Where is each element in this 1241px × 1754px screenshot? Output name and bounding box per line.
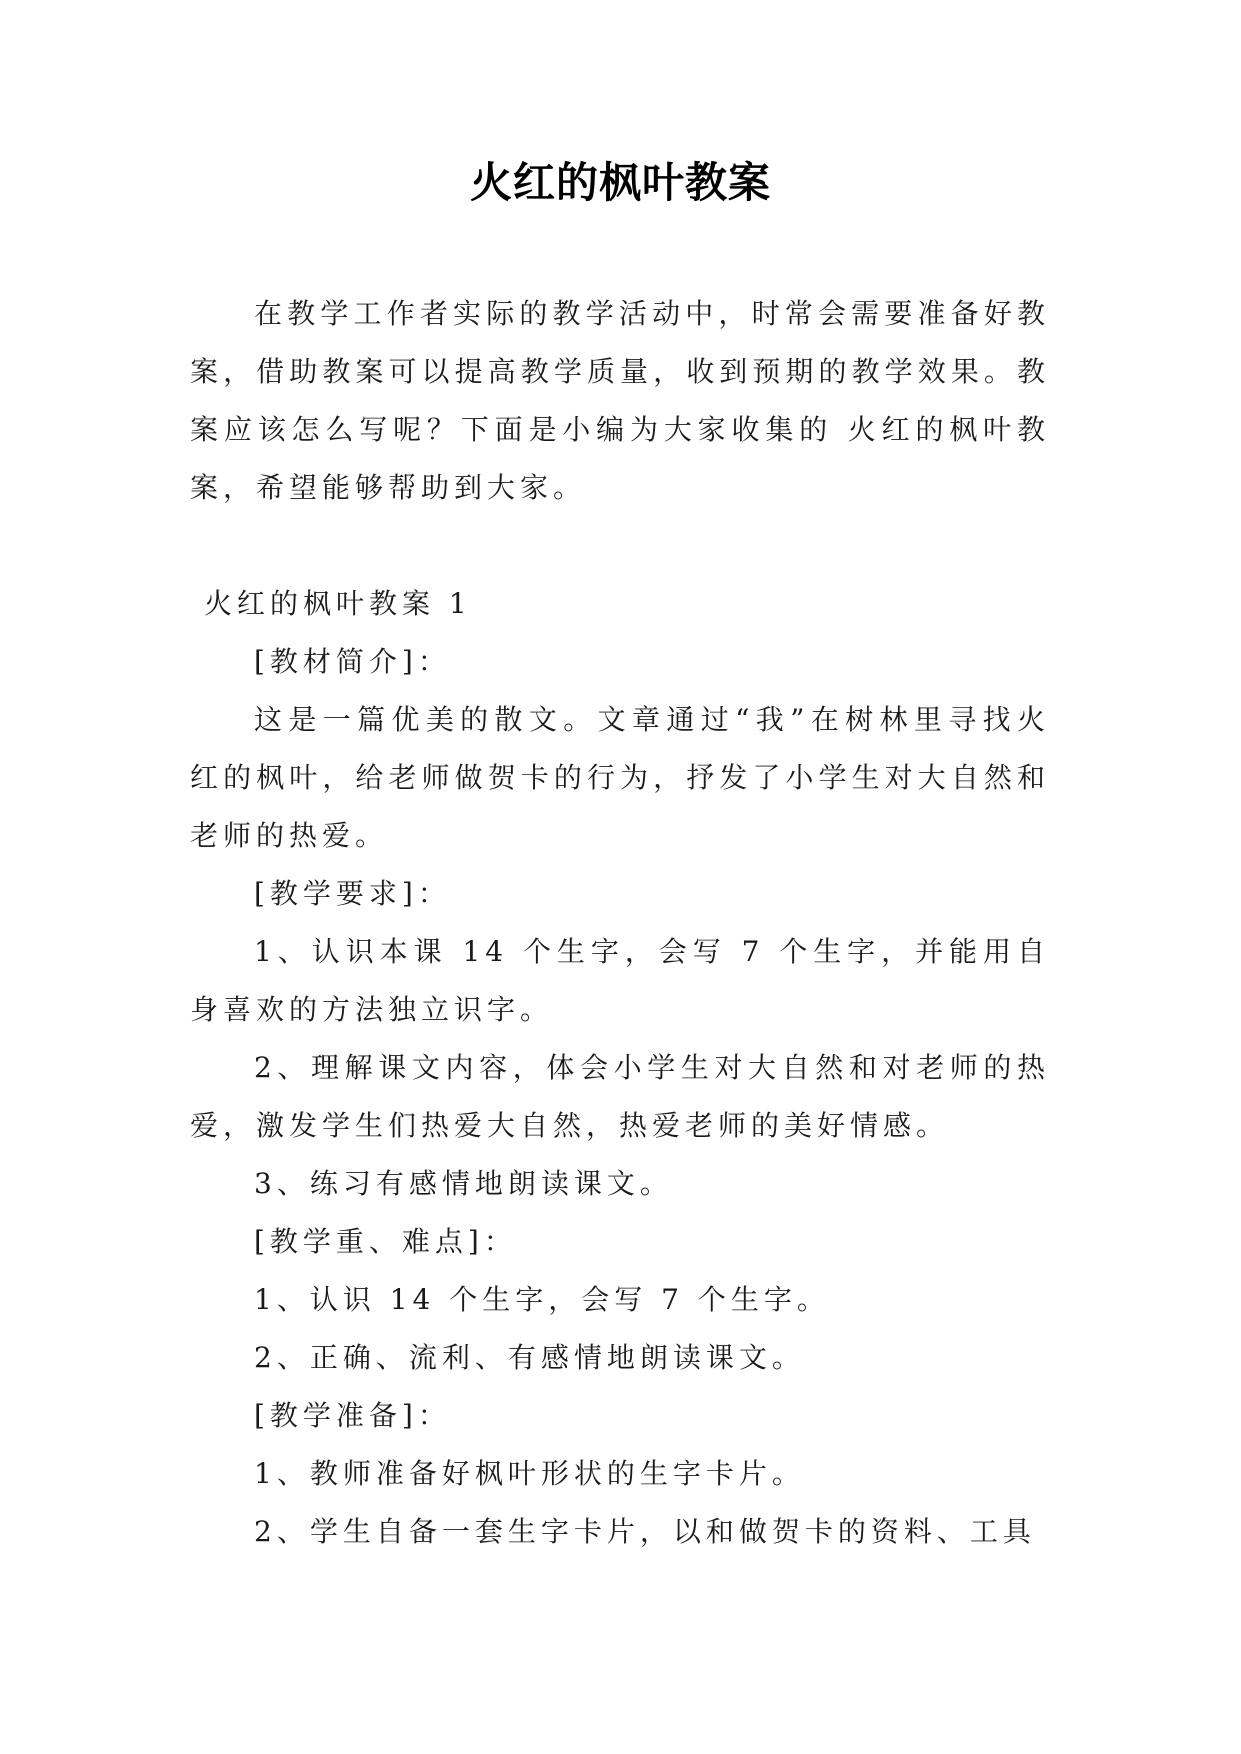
- keypoint-item: 2、正确、流利、有感情地朗读课文。: [254, 1341, 805, 1374]
- preparation-heading: [教学准备]：: [254, 1399, 451, 1432]
- section-title: 火红的枫叶教案 1: [204, 587, 472, 620]
- intro-paragraph: 在教学工作者实际的教学活动中，时常会需要准备好教案，借助教案可以提高教学质量，收到预期的教学效果。教案应该怎么写呢？下面是小编为大家收集的 火红的枫叶教案，希望能够帮助到大家。: [190, 297, 1050, 504]
- document-body: [190, 285, 1050, 1561]
- material-heading: [教材简介]：: [254, 645, 451, 678]
- requirement-item: 3、练习有感情地朗读课文。: [254, 1167, 673, 1200]
- keypoint-item: 1、认识 14 个生字，会写 7 个生字。: [254, 1283, 830, 1316]
- document-title: 火红的枫叶教案: [469, 158, 771, 207]
- keypoints-heading: [教学重、难点]：: [254, 1225, 517, 1258]
- requirement-item: 1、认识本课 14 个生字，会写 7 个生字，并能用自身喜欢的方法独立识字。: [190, 935, 1050, 1026]
- preparation-item: 1、教师准备好枫叶形状的生字卡片。: [254, 1457, 805, 1490]
- material-paragraph: 这是一篇优美的散文。文章通过“我”在树林里寻找火红的枫叶，给老师做贺卡的行为，抒发了小学生对大自然和老师的热爱。: [190, 703, 1050, 852]
- requirements-heading: [教学要求]：: [254, 877, 451, 910]
- requirement-item: 2、理解课文内容，体会小学生对大自然和对老师的热爱，激发学生们热爱大自然，热爱老师的美好情感。: [190, 1051, 1050, 1142]
- preparation-item: 2、学生自备一套生字卡片，以和做贺卡的资料、工具: [254, 1515, 1036, 1548]
